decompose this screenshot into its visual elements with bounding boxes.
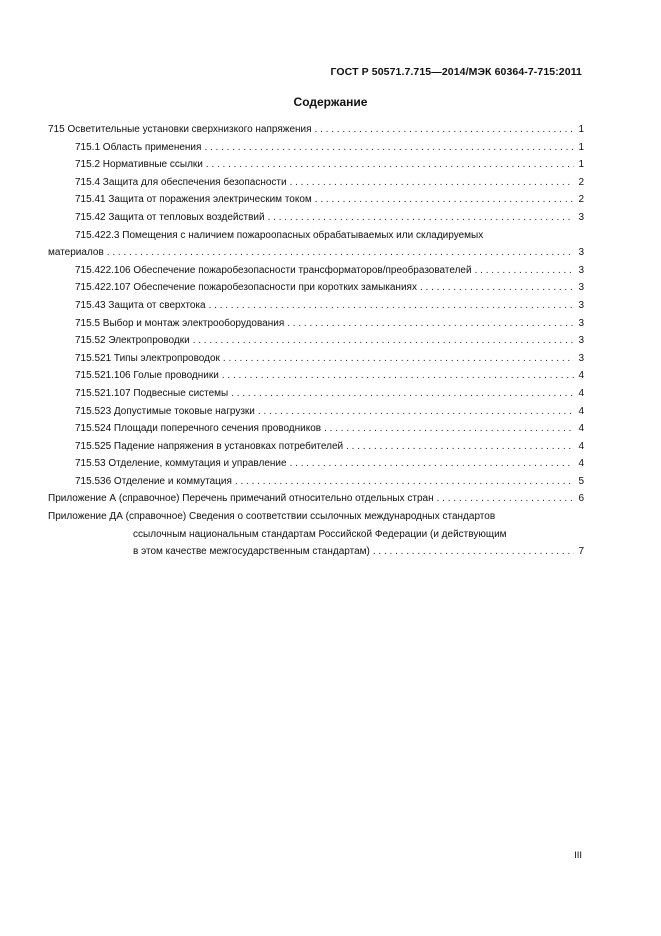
dot-leader [235, 473, 574, 491]
dot-leader [420, 279, 574, 297]
toc-entry[interactable] [48, 332, 584, 350]
dot-leader [209, 297, 574, 315]
toc-entry[interactable] [48, 279, 584, 297]
dot-leader [287, 315, 574, 333]
dot-leader [231, 385, 574, 403]
dot-leader [222, 367, 574, 385]
toc-page-number: 3 [578, 211, 584, 223]
toc-entry[interactable] [48, 350, 584, 368]
toc-page-number: 3 [578, 264, 584, 276]
toc-entry[interactable] [48, 420, 584, 438]
dot-leader [324, 420, 574, 438]
toc-page-number: 2 [578, 194, 584, 206]
dot-leader [290, 174, 574, 192]
dot-leader [290, 455, 574, 473]
toc-entry[interactable] [48, 438, 584, 456]
toc-page-number: 3 [578, 247, 584, 259]
toc-entry-appendix-a[interactable] [48, 490, 584, 508]
toc-page-number: 4 [578, 370, 584, 382]
toc-entry-text: 715.1 Область применения [75, 141, 202, 153]
toc-page-number: 4 [578, 423, 584, 435]
toc-page-number: 6 [578, 493, 584, 505]
toc-entry-text: 715.422.3 Помещения с наличием пожароопасных обрабатываемых или складируемых [75, 229, 484, 241]
table-of-contents [48, 121, 584, 561]
toc-entry-text: 715.525 Падение напряжения в установках потребителей [75, 440, 344, 452]
toc-page-number: 3 [578, 317, 584, 329]
document-header: ГОСТ Р 50571.7.715—2014/МЭК 60364-7-715:2011 [330, 66, 582, 78]
dot-leader [437, 490, 574, 508]
toc-entry-text: 715.53 Отделение, коммутация и управление [75, 458, 287, 470]
toc-entry[interactable] [48, 121, 584, 139]
toc-entry-text: 715.422.107 Обеспечение пожаробезопасности при коротких замыканиях [75, 282, 417, 294]
toc-entry[interactable] [48, 473, 584, 491]
toc-entry[interactable] [48, 156, 584, 174]
toc-page-number: 1 [578, 159, 584, 171]
toc-entry[interactable] [48, 174, 584, 192]
toc-entry-text: 715.4 Защита для обеспечения безопасности [75, 176, 287, 188]
toc-page-number: 2 [578, 176, 584, 188]
toc-entry-text: 715.43 Защита от сверхтока [75, 299, 206, 311]
dot-leader [315, 191, 574, 209]
toc-page-number: 5 [578, 475, 584, 487]
dot-leader [268, 209, 574, 227]
toc-entry-text: 715.2 Нормативные ссылки [75, 159, 203, 171]
toc-entry[interactable] [48, 385, 584, 403]
toc-page-number: 4 [578, 440, 584, 452]
toc-page-number: 4 [578, 458, 584, 470]
dot-leader [258, 403, 574, 421]
toc-entry-text: 715.521.106 Голые проводники [75, 370, 219, 382]
toc-entry-text: 715 Осветительные установки сверхнизкого напряжения [48, 124, 312, 135]
toc-entry-text: 715.536 Отделение и коммутация [75, 475, 232, 487]
toc-entry-text-continued: ссылочным национальным стандартам Российской Федерации (и действующим [133, 528, 507, 540]
toc-entry-text: 715.52 Электропроводки [75, 335, 190, 347]
toc-entry[interactable] [48, 262, 584, 280]
toc-entry-text: 715.524 Площади поперечного сечения проводников [75, 423, 322, 435]
toc-entry-text-continued: материалов [48, 247, 104, 259]
toc-page-number: 3 [578, 299, 584, 311]
dot-leader [373, 543, 574, 561]
toc-page-number: 7 [578, 546, 584, 558]
dot-leader [107, 244, 574, 262]
toc-entry[interactable] [48, 297, 584, 315]
toc-page-number: 4 [578, 387, 584, 399]
toc-entry[interactable] [48, 315, 584, 333]
page-title: Содержание [293, 95, 368, 109]
toc-entry[interactable] [48, 455, 584, 473]
dot-leader [346, 438, 574, 456]
dot-leader [193, 332, 574, 350]
dot-leader [475, 262, 574, 280]
dot-leader [204, 139, 574, 157]
toc-entry-text: 715.41 Защита от поражения электрическим током [75, 194, 312, 206]
toc-page-number: 3 [578, 352, 584, 364]
toc-entry-text: 715.5 Выбор и монтаж электрооборудования [75, 317, 285, 329]
toc-entry-text: 715.523 Допустимые токовые нагрузки [75, 405, 255, 417]
toc-entry[interactable] [48, 139, 584, 157]
toc-entry[interactable] [48, 209, 584, 227]
toc-entry-text-continued: в этом качестве межгосударственным стандартам) [133, 546, 370, 558]
toc-entry-appendix-da[interactable] [48, 508, 584, 561]
dot-leader [223, 350, 574, 368]
toc-entry-text: 715.521.107 Подвесные системы [75, 387, 229, 399]
dot-leader [206, 156, 574, 174]
toc-entry[interactable] [48, 227, 584, 262]
toc-entry[interactable] [48, 191, 584, 209]
toc-entry-text: 715.42 Защита от тепловых воздействий [75, 211, 265, 223]
toc-entry-text: 715.521 Типы электропроводок [75, 352, 220, 364]
toc-entry-text: Приложение А (справочное) Перечень примечаний относительно отдельных стран [48, 493, 434, 505]
dot-leader [315, 121, 574, 139]
toc-entry[interactable] [48, 367, 584, 385]
toc-page-number: 4 [578, 405, 584, 417]
page-number: III [574, 850, 582, 861]
toc-entry[interactable] [48, 403, 584, 421]
toc-page-number: 1 [578, 124, 584, 135]
toc-entry-text: 715.422.106 Обеспечение пожаробезопасности трансформаторов/преобразователей [75, 264, 472, 276]
toc-page-number: 3 [578, 335, 584, 347]
toc-page-number: 3 [578, 282, 584, 294]
toc-page-number: 1 [578, 141, 584, 153]
toc-entry-text: Приложение ДА (справочное) Сведения о соответствии ссылочных международных стандартов [48, 511, 496, 523]
